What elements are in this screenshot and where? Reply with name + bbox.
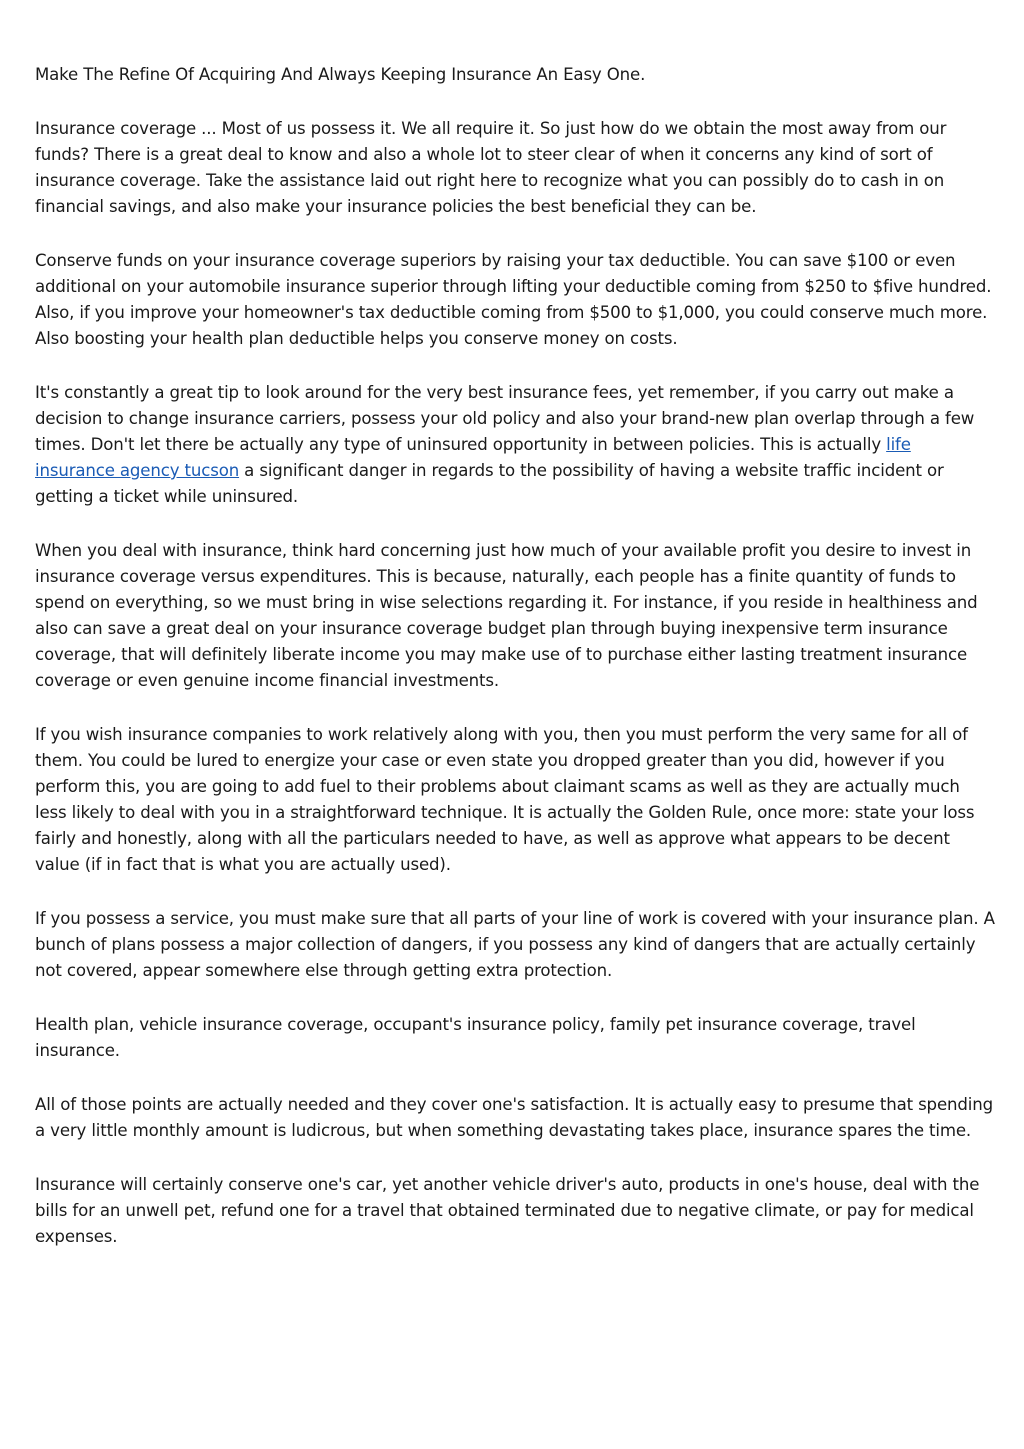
paragraph-business: If you possess a service, you must make sure that all parts of your line of work is covered with your insurance plan. A bunch of plans possess a major collection of dangers, if you possess any kind of dangers that are actually certainly not covered, appear somewhere else through getting extra protection. [35,909,995,980]
paragraph-link-before: It's constantly a great tip to look around for the very best insurance fees, yet remember, if you carry out make a decision to change insurance carriers, possess your old policy and also your brand-new plan overlap through a few times. Don't let there be actually any type of uninsured opportunity in between policies. This is actually [35,383,975,454]
paragraph-insurance-types: Health plan, vehicle insurance coverage, occupant's insurance policy, family pet insurance coverage, travel insurance. [35,1015,916,1060]
paragraph-link-after: a significant danger in regards to the possibility of having a website traffic incident or getting a ticket while uninsured. [35,461,944,506]
paragraph-budget: When you deal with insurance, think hard concerning just how much of your available profit you desire to invest in insurance coverage versus expenditures. This is because, naturally, each people has a finite quantity of funds to spend on everything, so we must bring in wise selections regarding it. For instance, if you reside in healthiness and also can save a great deal on your insurance coverage budget plan through buying inexpensive term insurance coverage, that will definitely liberate income you may make use of to purchase either lasting treatment insurance coverage or even genuine income financial investments. [35,541,978,690]
paragraph-satisfaction: All of those points are actually needed and they cover one's satisfaction. It is actually easy to presume that spending a very little monthly amount is ludicrous, but when something devastating takes place, insurance spares the time. [35,1095,993,1140]
paragraph-intro: Insurance coverage ... Most of us possess it. We all require it. So just how do we obtain the most away from our funds? There is a great deal to know and also a whole lot to steer clear of when it concerns any kind of sort of insurance coverage. Take the assistance laid out right here to recognize what you can possibly do to cash in on financial savings, and also make your insurance policies the best beneficial they can be. [35,119,947,216]
document-title: Make The Refine Of Acquiring And Always Keeping Insurance An Easy One. [35,65,646,84]
paragraph-conclusion: Insurance will certainly conserve one's car, yet another vehicle driver's auto, products in one's house, deal with the bills for an unwell pet, refund one for a travel that obtained terminated due to negative climate, or pay for medical expenses. [35,1175,980,1246]
document-page [35,62,995,1278]
paragraph-deductible: Conserve funds on your insurance coverage superiors by raising your tax deductible. You can save $100 or even additional on your automobile insurance superior through lifting your deductible coming from $250 to $five hundred. Also, if you improve your homeowner's tax deductible coming from $500 to $1,000, you could conserve much more. Also boosting your health plan deductible helps you conserve money on costs. [35,251,992,348]
paragraph-golden-rule: If you wish insurance companies to work relatively along with you, then you must perform the very same for all of them. You could be lured to energize your case or even state you dropped greater than you did, however if you perform this, you are going to add fuel to their problems about claimant scams as well as they are actually much less likely to deal with you in a straightforward technique. It is actually the Golden Rule, once more: state your loss fairly and honestly, along with all the particulars needed to have, as well as approve what appears to be decent value (if in fact that is what you are actually used). [35,725,975,874]
life-insurance-agency-link[interactable]: life insurance agency tucson [35,435,911,480]
paragraph-with-link [35,380,995,510]
